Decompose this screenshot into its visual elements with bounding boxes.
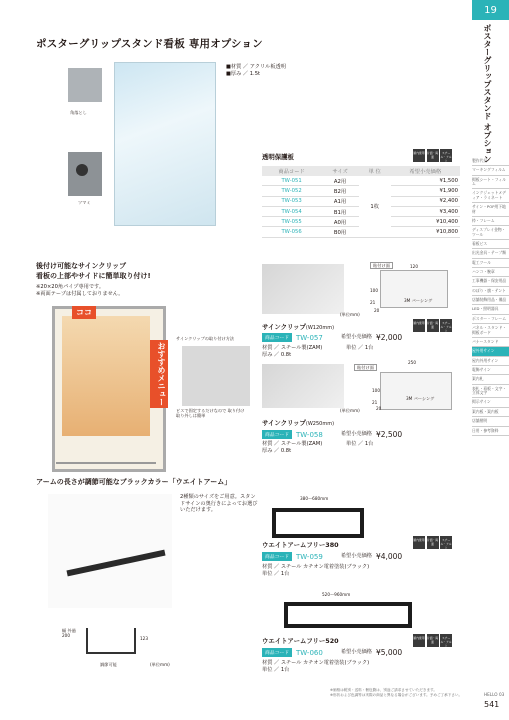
indoor-icon: 屋内使用 (413, 149, 425, 162)
clip-dim-1: 120 (410, 264, 418, 269)
price-label: 希望小売価格 (340, 649, 372, 656)
clip-dim-3: 21 (370, 300, 376, 305)
corner-photo (68, 68, 102, 102)
col-size: サイズ (321, 166, 359, 176)
sidebar-title: ポスターグリップスタンド オプション (483, 24, 492, 163)
sidebar-item[interactable]: 屋外用サイン (472, 347, 509, 356)
arm-code: TW-059 (296, 552, 323, 561)
row-size: A2用 (321, 176, 359, 186)
code-pill: 商品コード (262, 648, 292, 657)
sidebar-item[interactable]: 表札・看板・文字・立体文字 (472, 385, 509, 399)
sidebar-item[interactable]: 枠・フレーム (472, 217, 509, 226)
arm-code-row-2 (262, 648, 402, 657)
sidebar-item[interactable]: 掲示サイン (472, 398, 509, 407)
row-code: TW-051 (262, 176, 321, 186)
stand-legs (56, 462, 156, 464)
sidebar-item[interactable]: 掲板シート・フィルム (472, 176, 509, 190)
arm-dim-1: 幅 外過 200 (62, 628, 76, 639)
row-price: ¥1,500 (391, 176, 460, 186)
material-icon: スチール・アルミ (440, 321, 452, 333)
row-code: TW-052 (262, 186, 321, 196)
sidebar-item[interactable]: インクジェットメディア・ラミネート (472, 189, 509, 203)
sticker-label-1: 貼付け面 (370, 262, 393, 269)
row-code: TW-056 (262, 227, 321, 237)
corner-label: 角落とし (70, 110, 87, 115)
clip-dim-4: 20 (374, 308, 380, 313)
clip-heading-1: 後付け可能なサインクリップ (36, 262, 127, 270)
ad-poster (62, 316, 150, 436)
sidebar-item[interactable]: 電工ツール (472, 259, 509, 268)
sidebar-item[interactable]: LED・照明器具 (472, 305, 509, 314)
sidebar-item[interactable]: バナースタンド (472, 338, 509, 347)
sidebar-item[interactable]: 屋内外用サイン (472, 357, 509, 366)
cover-icons (413, 149, 452, 162)
sidebar-item[interactable]: マーキングフィルム (472, 166, 509, 175)
side-icon: 片面・両面 (427, 634, 439, 647)
arm-icons-2 (413, 634, 452, 647)
cover-table (262, 166, 460, 238)
footnote: ※価格は税別・送料・梱包費は、別途ご請求させていただきます。 ※形状および色調等は実際の商品と異なる場合がございます。予めご了承下さい。 (330, 688, 463, 697)
sidebar-item[interactable]: 店舗装飾用品・備品 (472, 296, 509, 305)
arm-photo-2 (284, 602, 412, 628)
arm-name-1: ウエイトアームフリー380 (262, 541, 339, 549)
clip-note-2: ※両面テープは付属しておりません。 (36, 291, 124, 297)
arm-code: TW-060 (296, 648, 323, 657)
acrylic-panel-image (114, 62, 216, 226)
col-code: 商品コード (262, 166, 321, 176)
clip2-dim-1: 250 (408, 360, 416, 365)
sidebar-item[interactable]: 日用・参考資料 (472, 427, 509, 436)
sidebar-item[interactable]: のぼり・旗・テント (472, 287, 509, 296)
page-footer-number: 541 (484, 700, 500, 709)
sidebar-item[interactable]: パネル・スタンド・掲板ボード (472, 324, 509, 338)
clip-thick-1: 厚み ／ 0.8t (262, 352, 292, 358)
clip-code-row-2 (262, 430, 402, 439)
indoor-icon: 屋内使用 (413, 319, 425, 332)
clip-thick-2: 厚み ／ 0.8t (262, 448, 292, 454)
clip-code-row-1 (262, 333, 402, 342)
arm-price: ¥4,000 (375, 552, 403, 561)
sidebar-item[interactable]: ポスター・フレーム (472, 315, 509, 324)
clip-unit-2: 単位 ／ 1台 (346, 441, 374, 447)
arm-material-2: 材質 ／ スチール カチオン電着塗装(ブラック) (262, 660, 370, 666)
clip-name-1: サインクリップ(W120mm) (262, 323, 335, 331)
row-price: ¥10,400 (391, 217, 460, 227)
arm-desc: 2種類のサイズをご用意。スタンドサインの奥行きによってお選びいただけます。 (180, 494, 258, 513)
clip-photo-1 (262, 264, 344, 314)
spec-material: ■材質 ／ アクリル板透明 (226, 64, 286, 70)
table-row (262, 176, 460, 186)
page-title: ポスターグリップスタンド看板 専用オプション (36, 38, 263, 50)
spec-thickness: ■厚み ／ 1.5t (226, 71, 261, 77)
clip-name-2: サインクリップ(W250mm) (262, 419, 335, 427)
col-unit: 単 位 (359, 166, 391, 176)
clip-dim-2: 100 (370, 288, 378, 293)
clip-method-photo (182, 346, 250, 406)
sidebar-index (472, 157, 509, 436)
sidebar-item[interactable]: 工事機器・保安用品 (472, 277, 509, 286)
clip-material-2: 材質 ／ スチール製(ZAM) (262, 441, 323, 447)
price-label: 希望小売価格 (340, 431, 372, 438)
clip2-dim-3: 21 (372, 400, 378, 405)
clip-photo-2 (262, 364, 344, 408)
row-price: ¥2,400 (391, 196, 460, 206)
sidebar-item[interactable]: 案内板・案内板 (472, 408, 509, 417)
clip2-dim-5: 3M バーシング (406, 396, 435, 401)
row-code: TW-055 (262, 217, 321, 227)
row-code: TW-054 (262, 206, 321, 216)
arm-icons-1 (413, 536, 452, 549)
clip-material-1: 材質 ／ スチール製(ZAM) (262, 345, 323, 351)
row-price: ¥10,800 (391, 227, 460, 237)
row-size: B1用 (321, 206, 359, 216)
sidebar-item[interactable]: サイン・POP用下地材 (472, 203, 509, 217)
arm-dim-4: (単位mm) (150, 662, 170, 667)
unit-mm-2: (単位mm) (340, 408, 360, 413)
side-icon: 片面・両面 (427, 536, 439, 549)
cover-name: 透明保護板 (262, 153, 294, 161)
arm-price: ¥5,000 (375, 648, 403, 657)
code-pill: 商品コード (262, 333, 292, 342)
clip-method-label: サインクリップの取り付け方法 (176, 336, 235, 341)
sidebar-item[interactable]: 案内札 (472, 375, 509, 384)
clip-diagram-2 (380, 372, 452, 410)
arm-heading: アームの長さが調節可能なブラックカラー「ウエイトアーム」 (36, 478, 232, 486)
price-label: 希望小売価格 (340, 334, 372, 341)
clip2-dim-2: 100 (372, 388, 380, 393)
arm-unit-1: 単位 ／ 1台 (262, 571, 290, 577)
arm-small-diagram (86, 628, 136, 654)
sidebar-item[interactable]: 電飾サイン (472, 366, 509, 375)
row-price: ¥3,400 (391, 206, 460, 216)
side-icon: 片面・両面 (427, 319, 439, 332)
arm-dim-2: 123 (140, 636, 148, 641)
arm-dim-3: 調節可能 (100, 662, 117, 667)
material-icon: スチール・アルミ (440, 151, 452, 163)
clip2-dim-4: 20 (376, 406, 382, 411)
clip-note-1: ※20×20角パイプ専用です。 (36, 284, 105, 290)
row-unit: 1枚 (359, 176, 391, 237)
row-size: B2用 (321, 186, 359, 196)
indoor-icon: 屋内使用 (413, 634, 425, 647)
arm-range-1: 380〜680mm (300, 496, 329, 501)
arm-range-2: 520〜960mm (322, 592, 351, 597)
tsumami-label: ツマミ (78, 200, 91, 205)
arm-code-row-1 (262, 552, 402, 561)
row-price: ¥1,900 (391, 186, 460, 196)
arm-unit-2: 単位 ／ 1台 (262, 667, 290, 673)
material-icon: スチール・アルミ (440, 636, 452, 648)
side-icon: 片面・両面 (427, 149, 439, 162)
arm-photo-1 (272, 508, 364, 538)
clip-code: TW-057 (296, 333, 323, 342)
sidebar-item[interactable]: ハンコ・腕章 (472, 268, 509, 277)
code-pill: 商品コード (262, 430, 292, 439)
clip-price: ¥2,500 (375, 430, 403, 439)
footer-brand: HELLO 03 (484, 692, 505, 697)
price-label: 希望小売価格 (340, 553, 372, 560)
clip-heading-2: 看板の上部やサイドに簡単取り付け! (36, 272, 151, 280)
arm-material-1: 材質 ／ スチール カチオン電着塗装(ブラック) (262, 564, 370, 570)
sidebar-item[interactable]: 店舗照明 (472, 417, 509, 426)
tsumami-hole (76, 164, 88, 176)
sticker-label-2: 貼付け面 (354, 364, 377, 371)
clip-code: TW-058 (296, 430, 323, 439)
sidebar-item[interactable]: ディスプレイ金物・ツール (472, 226, 509, 240)
clip-price: ¥2,000 (375, 333, 403, 342)
ad-vertical: おすすめメニュー (150, 340, 168, 408)
row-size: A0用 (321, 217, 359, 227)
clip-dim-5: 3M バーシング (404, 298, 433, 303)
clip-icons-1 (413, 319, 452, 332)
material-icon: スチール・アルミ (440, 538, 452, 550)
sidebar-item[interactable]: 製作代行 (472, 157, 509, 166)
page-number-tab: 19 (472, 0, 509, 20)
row-size: A1用 (321, 196, 359, 206)
col-price: 希望小売価格 (391, 166, 460, 176)
indoor-icon: 屋内使用 (413, 536, 425, 549)
ad-arrow: ココ (72, 306, 96, 319)
screw-note: ビスで固定するだけなので 取り付け取り外しは簡単 (176, 408, 245, 419)
row-code: TW-053 (262, 196, 321, 206)
arm-name-2: ウエイトアームフリー520 (262, 637, 339, 645)
unit-mm-1: (単位mm) (340, 312, 360, 317)
clip-unit-1: 単位 ／ 1台 (346, 345, 374, 351)
sidebar-item[interactable]: 看板ピス (472, 240, 509, 249)
sidebar-item[interactable]: 出光金具・テープ類 (472, 249, 509, 258)
code-pill: 商品コード (262, 552, 292, 561)
row-size: B0用 (321, 227, 359, 237)
